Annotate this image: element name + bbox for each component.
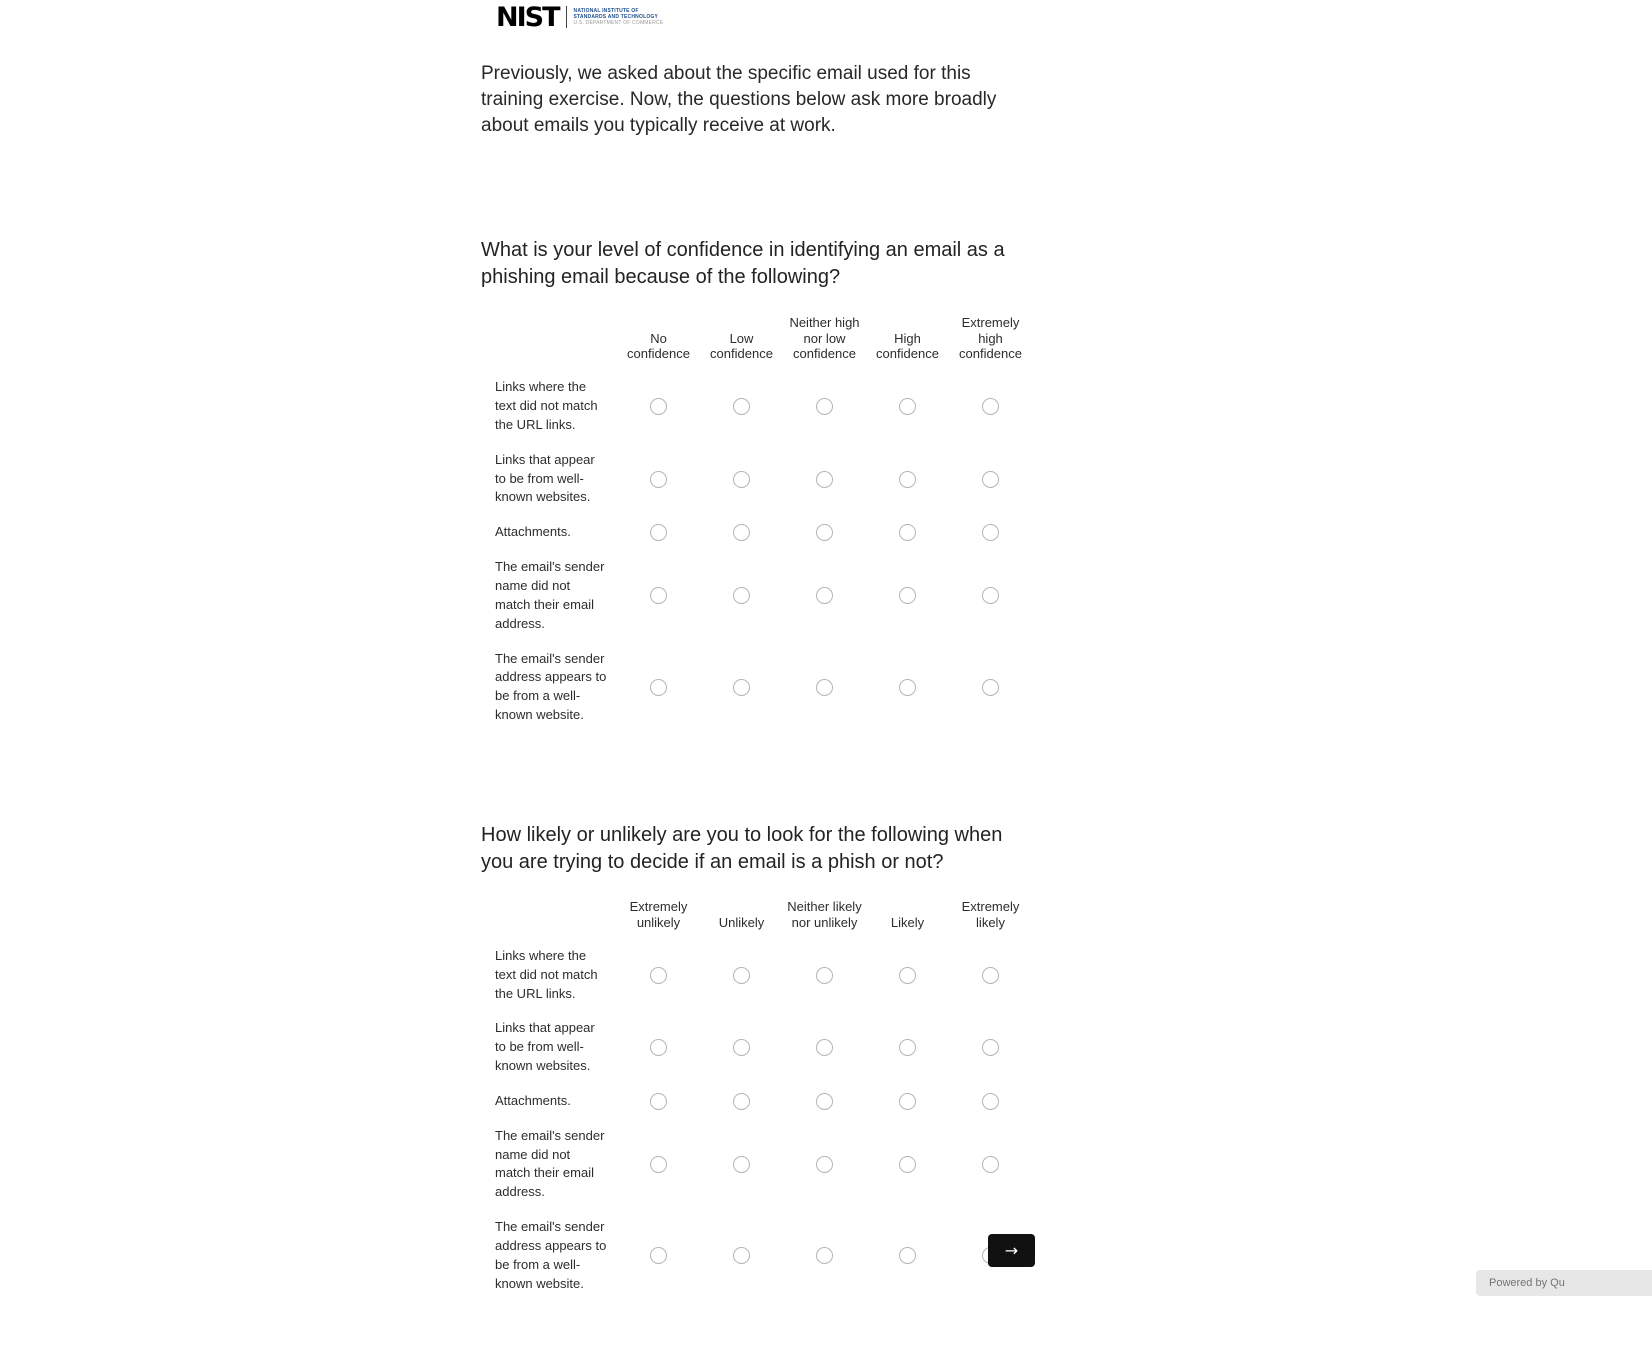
radio-button[interactable] xyxy=(982,587,999,604)
radio-button[interactable] xyxy=(733,1093,750,1110)
radio-button[interactable] xyxy=(816,967,833,984)
column-header-label: Neither high nor low confidence xyxy=(789,314,860,362)
matrix-row xyxy=(495,1218,1041,1293)
matrix-row xyxy=(495,523,1041,542)
matrix-column-header xyxy=(617,899,700,937)
radio-button[interactable] xyxy=(899,1156,916,1173)
radio-button[interactable] xyxy=(982,967,999,984)
radio-button[interactable] xyxy=(899,1093,916,1110)
radio-button[interactable] xyxy=(816,398,833,415)
radio-button[interactable] xyxy=(816,587,833,604)
radio-button[interactable] xyxy=(733,967,750,984)
radio-button[interactable] xyxy=(982,398,999,415)
logo-line-3: U.S. DEPARTMENT OF COMMERCE xyxy=(573,20,664,27)
logo-line-1: NATIONAL INSTITUTE OF xyxy=(573,7,639,14)
matrix-row xyxy=(495,1092,1041,1111)
matrix-row xyxy=(495,378,1041,435)
matrix-row xyxy=(495,1019,1041,1076)
matrix-column-header xyxy=(700,915,783,937)
radio-button[interactable] xyxy=(816,1156,833,1173)
radio-button[interactable] xyxy=(982,1156,999,1173)
row-label: Links that appear to be from well-known websites. xyxy=(495,451,595,505)
row-label: The email's sender address appears to be from a well-known website. xyxy=(495,1219,607,1291)
radio-button[interactable] xyxy=(650,398,667,415)
matrix-column-header xyxy=(783,899,866,937)
next-button[interactable]: → xyxy=(988,1234,1035,1267)
matrix-table-likelihood xyxy=(495,899,1041,1293)
radio-button[interactable] xyxy=(650,471,667,488)
matrix-row xyxy=(495,1127,1041,1202)
radio-button[interactable] xyxy=(733,524,750,541)
radio-button[interactable] xyxy=(816,471,833,488)
row-label: Attachments. xyxy=(495,1092,571,1108)
column-header-label: Unlikely xyxy=(718,914,765,930)
column-header-label: Likely xyxy=(890,914,925,930)
radio-button[interactable] xyxy=(733,587,750,604)
radio-button[interactable] xyxy=(733,471,750,488)
logo-divider xyxy=(566,6,567,28)
matrix-row xyxy=(495,558,1041,633)
matrix-column-header xyxy=(617,331,700,369)
column-header-label: No confidence xyxy=(627,330,690,362)
row-label: The email's sender address appears to be from a well-known website. xyxy=(495,650,607,723)
question-title: What is your level of confidence in identifying an email as a phishing email because of the following? xyxy=(481,239,1005,289)
radio-button[interactable] xyxy=(899,524,916,541)
radio-button[interactable] xyxy=(816,1093,833,1110)
question-title: How likely or unlikely are you to look for the following when you are trying to decide if an email is a phish or not? xyxy=(481,823,1003,873)
row-label: Attachments. xyxy=(495,524,571,540)
radio-button[interactable] xyxy=(982,524,999,541)
radio-button[interactable] xyxy=(650,1247,667,1264)
nist-wordmark: NIST xyxy=(496,1,559,33)
column-header-label: High confidence xyxy=(876,330,939,362)
radio-button[interactable] xyxy=(982,679,999,696)
powered-by-badge[interactable] xyxy=(1476,1270,1652,1296)
radio-button[interactable] xyxy=(650,524,667,541)
column-header-label: Extremely unlikely xyxy=(629,899,688,930)
radio-button[interactable] xyxy=(982,1093,999,1110)
radio-button[interactable] xyxy=(816,679,833,696)
radio-button[interactable] xyxy=(733,398,750,415)
radio-button[interactable] xyxy=(816,1039,833,1056)
row-label: Links that appear to be from well-known websites. xyxy=(495,1020,595,1074)
radio-button[interactable] xyxy=(899,1039,916,1056)
survey-page xyxy=(481,0,1041,1309)
logo-line-2: STANDARDS AND TECHNOLOGY xyxy=(573,13,659,20)
intro-text: Previously, we asked about the specific email used for this training exercise. Now, the questions below ask more broadly about emails you typically receive at work. xyxy=(481,63,997,136)
nist-logo-text xyxy=(574,8,664,27)
column-header-label: Extremely likely xyxy=(961,899,1020,930)
radio-button[interactable] xyxy=(899,1247,916,1264)
radio-button[interactable] xyxy=(899,587,916,604)
nist-logo xyxy=(496,1,1041,33)
row-label: Links where the text did not match the URL links. xyxy=(495,947,598,1001)
row-label: The email's sender name did not match their email address. xyxy=(495,559,605,631)
radio-button[interactable] xyxy=(650,1156,667,1173)
radio-button[interactable] xyxy=(650,1093,667,1110)
row-label: Links where the text did not match the URL links. xyxy=(495,379,598,432)
matrix-row xyxy=(495,947,1041,1004)
column-header-label: Neither likely nor unlikely xyxy=(787,899,862,930)
matrix-header-row xyxy=(495,315,1041,369)
matrix-header-row xyxy=(495,899,1041,937)
radio-button[interactable] xyxy=(650,967,667,984)
question-likelihood xyxy=(481,822,1041,1294)
matrix-column-header xyxy=(949,315,1032,369)
matrix-row xyxy=(495,650,1041,725)
radio-button[interactable] xyxy=(650,1039,667,1056)
powered-by-label: Powered by Qu xyxy=(1489,1277,1565,1289)
radio-button[interactable] xyxy=(899,398,916,415)
column-header-label: Low confidence xyxy=(710,330,773,362)
matrix-row xyxy=(495,451,1041,508)
radio-button[interactable] xyxy=(733,1039,750,1056)
radio-button[interactable] xyxy=(650,587,667,604)
radio-button[interactable] xyxy=(733,679,750,696)
question-confidence xyxy=(481,237,1041,724)
radio-button[interactable] xyxy=(899,471,916,488)
radio-button[interactable] xyxy=(982,471,999,488)
radio-button[interactable] xyxy=(733,1247,750,1264)
matrix-column-header xyxy=(949,899,1032,937)
radio-button[interactable] xyxy=(982,1039,999,1056)
row-label: The email's sender name did not match their email address. xyxy=(495,1127,605,1200)
matrix-column-header xyxy=(783,315,866,369)
matrix-column-header xyxy=(700,331,783,369)
column-header-label: Extremely high confidence xyxy=(959,314,1022,362)
radio-button[interactable] xyxy=(816,524,833,541)
radio-button[interactable] xyxy=(899,679,916,696)
radio-button[interactable] xyxy=(733,1156,750,1173)
radio-button[interactable] xyxy=(650,679,667,696)
radio-button[interactable] xyxy=(899,967,916,984)
radio-button[interactable] xyxy=(816,1247,833,1264)
matrix-column-header xyxy=(866,915,949,937)
matrix-table-confidence xyxy=(495,315,1041,725)
matrix-column-header xyxy=(866,331,949,369)
